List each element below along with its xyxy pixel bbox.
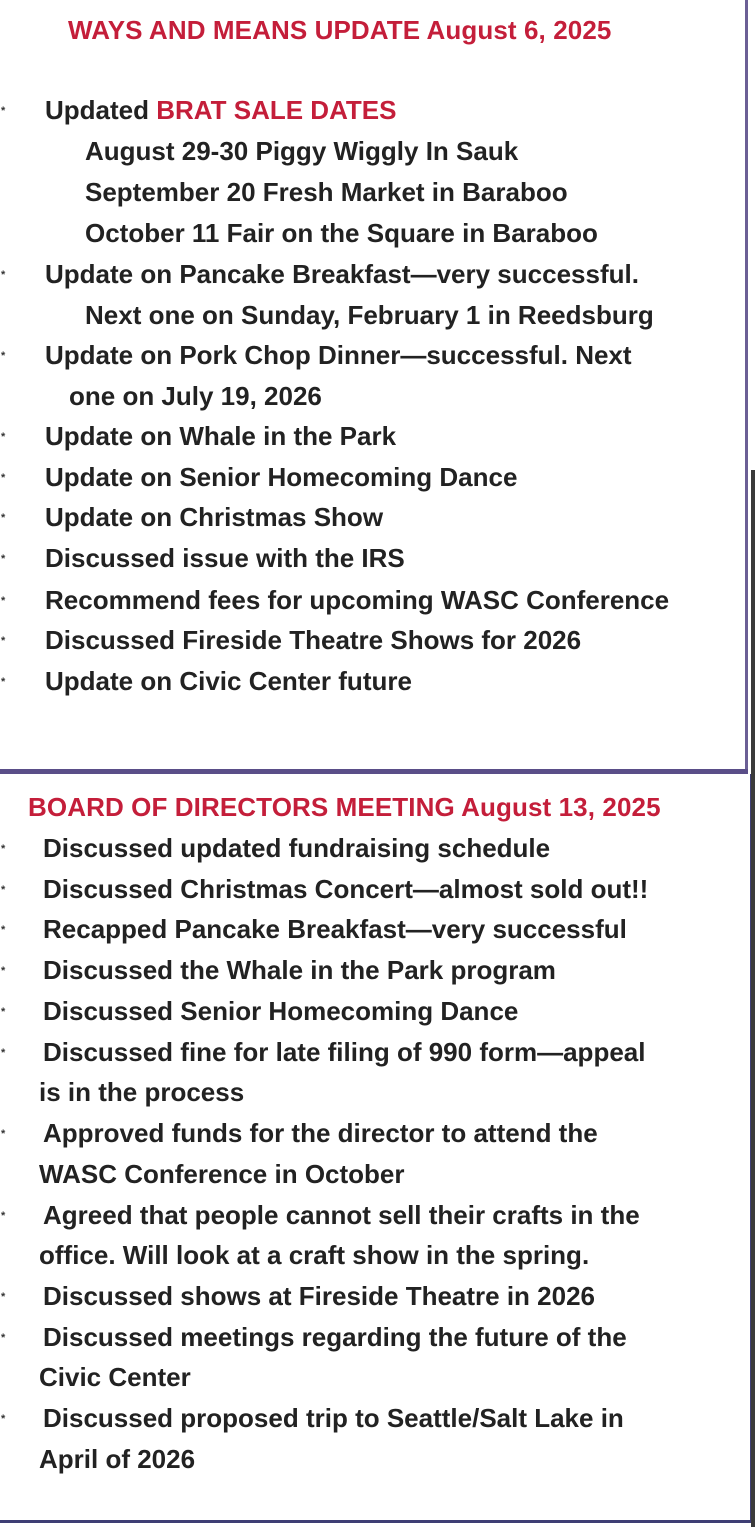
item-text: Discussed shows at Fireside Theatre in 2026 <box>43 1281 596 1311</box>
bullet-icon: * <box>1 1332 6 1344</box>
item-text: Recapped Pancake Breakfast—very successful <box>43 914 627 944</box>
bullet-icon: * <box>1 1413 6 1425</box>
item-text: September 20 Fresh Market in Baraboo <box>85 177 568 207</box>
item-text: Discussed Fireside Theatre Shows for 2026 <box>45 625 582 655</box>
bullet-icon: * <box>1 965 6 977</box>
bullet-icon: * <box>1 1128 6 1140</box>
item-text: Discussed Christmas Concert—almost sold out!! <box>43 874 649 904</box>
item-text: Update on Pancake Breakfast—very successful. <box>45 259 639 289</box>
item-text <box>45 95 397 126</box>
item-text: Update on Christmas Show <box>45 502 384 532</box>
item-text: Discussed updated fundraising schedule <box>43 833 551 863</box>
item-text: August 29-30 Piggy Wiggly In Sauk <box>85 136 519 166</box>
bullet-icon: * <box>1 595 6 607</box>
bullet-icon: * <box>1 269 6 281</box>
item-text: Discussed the Whale in the Park program <box>43 955 556 985</box>
item-text: Discussed proposed trip to Seattle/Salt Lake in <box>43 1403 624 1433</box>
bullet-icon: * <box>1 1210 6 1222</box>
right-edge-border <box>751 470 755 1527</box>
item-text: Discussed issue with the IRS <box>45 543 405 573</box>
item-text: Update on Pork Chop Dinner—successful. Next <box>45 340 632 370</box>
item-text: Approved funds for the director to attend the <box>43 1118 598 1148</box>
bullet-icon: * <box>1 553 6 565</box>
bullet-icon: * <box>1 924 6 936</box>
item-text: one on July 19, 2026 <box>69 381 322 411</box>
board-meeting-title: BOARD OF DIRECTORS MEETING August 13, 2025 <box>28 792 661 822</box>
item-text: Discussed fine for late filing of 990 form—appeal <box>43 1037 646 1067</box>
bullet-icon: * <box>1 1006 6 1018</box>
bullet-icon: * <box>1 843 6 855</box>
bullet-icon: * <box>1 635 6 647</box>
bullet-icon: * <box>1 884 6 896</box>
item-text: April of 2026 <box>39 1444 196 1474</box>
item-text: Civic Center <box>39 1362 191 1392</box>
item-text: WASC Conference in October <box>39 1159 405 1189</box>
bullet-icon: * <box>1 1047 6 1059</box>
bullet-icon: * <box>1 431 6 443</box>
item-text: Update on Senior Homecoming Dance <box>45 462 518 492</box>
bullet-icon: * <box>1 105 6 117</box>
bullet-icon: * <box>1 1291 6 1303</box>
item-text: Update on Whale in the Park <box>45 421 397 451</box>
ways-and-means-title: WAYS AND MEANS UPDATE August 6, 2025 <box>68 15 612 45</box>
item-text: Next one on Sunday, February 1 in Reedsburg <box>85 300 654 330</box>
brat-prefix: Updated <box>45 95 157 125</box>
bullet-icon: * <box>1 676 6 688</box>
item-text: Agreed that people cannot sell their crafts in the <box>43 1200 640 1230</box>
item-text: Discussed Senior Homecoming Dance <box>43 996 519 1026</box>
item-text: Discussed meetings regarding the future of the <box>43 1322 627 1352</box>
bullet-icon: * <box>1 512 6 524</box>
item-text: October 11 Fair on the Square in Baraboo <box>85 218 598 248</box>
item-text: is in the process <box>39 1077 245 1107</box>
item-text: Update on Civic Center future <box>45 666 412 696</box>
item-text: office. Will look at a craft show in the spring. <box>39 1240 590 1270</box>
bullet-icon: * <box>1 350 6 362</box>
brat-highlight: BRAT SALE DATES <box>156 95 397 125</box>
bullet-icon: * <box>1 472 6 484</box>
item-text: Recommend fees for upcoming WASC Conference <box>45 585 670 615</box>
